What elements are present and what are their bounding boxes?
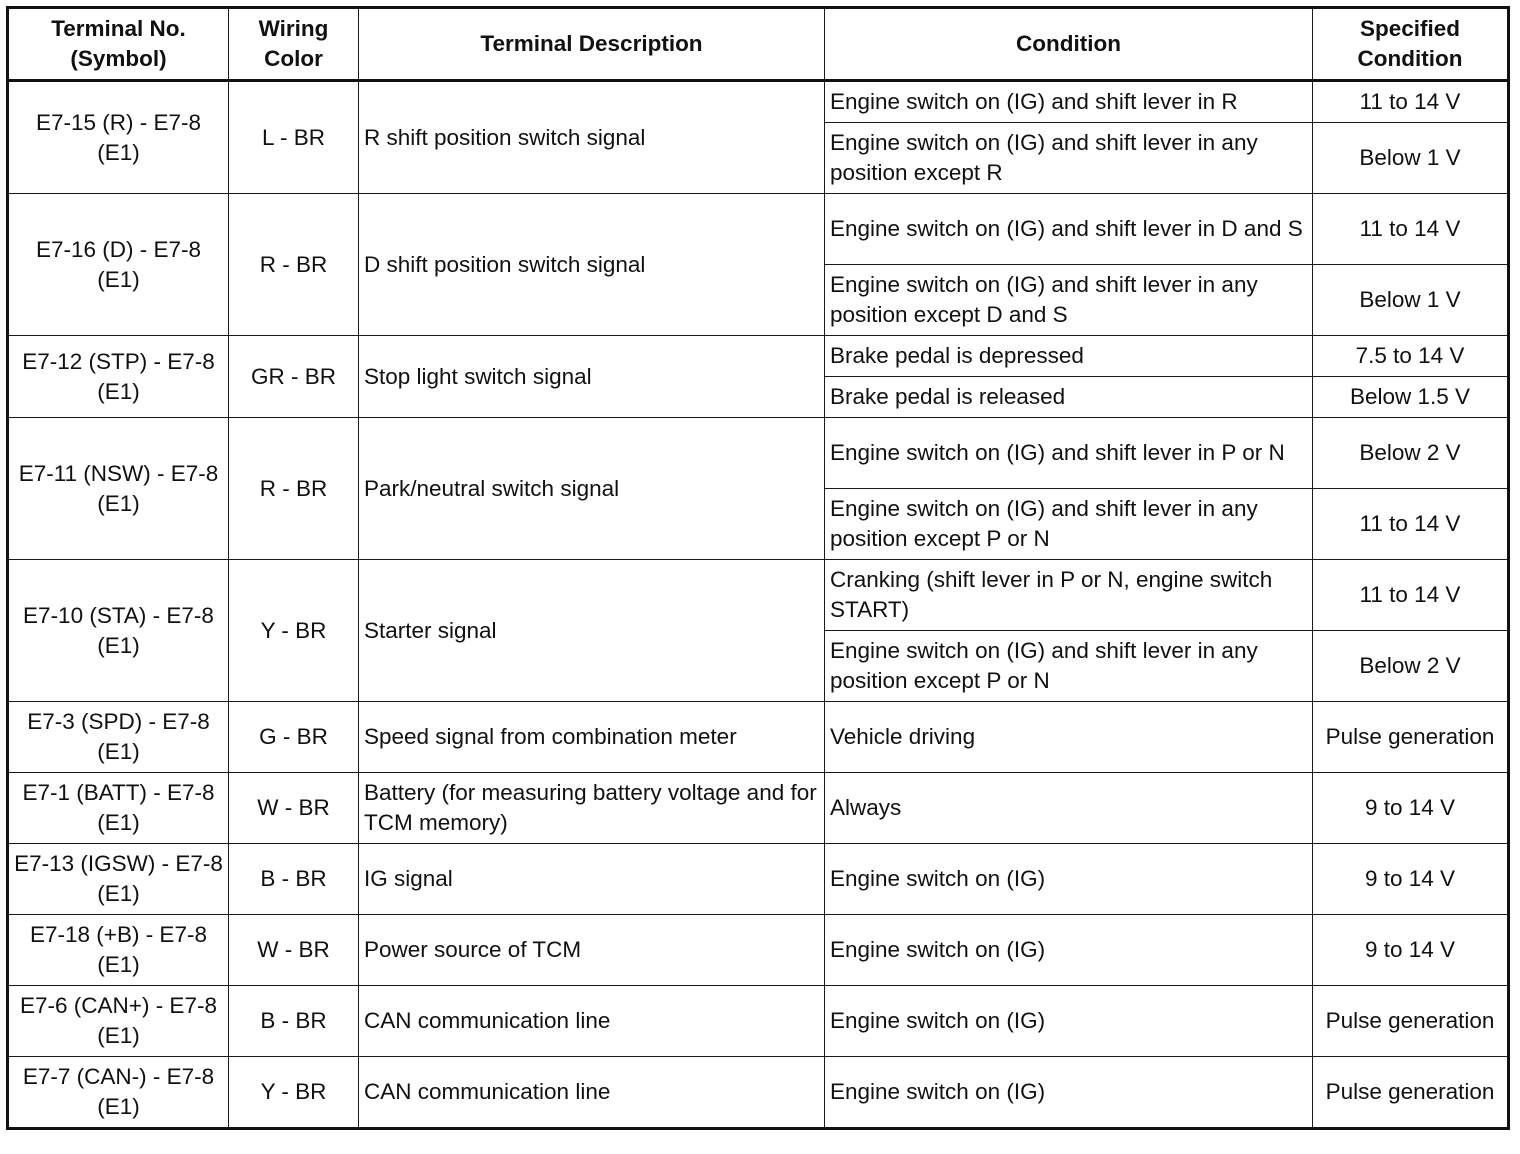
specified-condition-cell: 9 to 14 V	[1313, 844, 1509, 915]
condition-cell: Engine switch on (IG) and shift lever in any position except D and S	[825, 265, 1313, 336]
condition-cell: Engine switch on (IG)	[825, 1057, 1313, 1129]
specified-condition-cell: 11 to 14 V	[1313, 194, 1509, 265]
wiring-color-cell: B - BR	[229, 986, 359, 1057]
table-row	[8, 773, 1509, 844]
table-body	[8, 81, 1509, 1129]
specified-condition-cell: Below 1 V	[1313, 123, 1509, 194]
terminal-cell: E7-13 (IGSW) - E7-8 (E1)	[8, 844, 229, 915]
wiring-color-cell: R - BR	[229, 194, 359, 336]
wiring-color-cell: B - BR	[229, 844, 359, 915]
terminal-cell: E7-3 (SPD) - E7-8 (E1)	[8, 702, 229, 773]
terminal-cell: E7-15 (R) - E7-8 (E1)	[8, 81, 229, 194]
wiring-color-cell: G - BR	[229, 702, 359, 773]
condition-cell: Brake pedal is depressed	[825, 336, 1313, 377]
description-cell: IG signal	[359, 844, 825, 915]
terminal-cell: E7-11 (NSW) - E7-8 (E1)	[8, 418, 229, 560]
condition-cell: Cranking (shift lever in P or N, engine switch START)	[825, 560, 1313, 631]
condition-cell: Engine switch on (IG) and shift lever in any position except R	[825, 123, 1313, 194]
terminal-cell: E7-18 (+B) - E7-8 (E1)	[8, 915, 229, 986]
terminal-cell: E7-12 (STP) - E7-8 (E1)	[8, 336, 229, 418]
header-row	[8, 8, 1509, 81]
wiring-color-cell: Y - BR	[229, 1057, 359, 1129]
table-row	[8, 844, 1509, 915]
description-cell: CAN communication line	[359, 986, 825, 1057]
header-terminal-description: Terminal Description	[359, 8, 825, 81]
wiring-color-cell: Y - BR	[229, 560, 359, 702]
wiring-color-cell: L - BR	[229, 81, 359, 194]
terminal-table	[6, 6, 1510, 1130]
terminal-cell: E7-1 (BATT) - E7-8 (E1)	[8, 773, 229, 844]
description-cell: CAN communication line	[359, 1057, 825, 1129]
terminal-cell: E7-16 (D) - E7-8 (E1)	[8, 194, 229, 336]
specified-condition-cell: Below 1.5 V	[1313, 377, 1509, 418]
condition-cell: Always	[825, 773, 1313, 844]
specified-condition-cell: Below 1 V	[1313, 265, 1509, 336]
description-cell: Speed signal from combination meter	[359, 702, 825, 773]
description-cell: Stop light switch signal	[359, 336, 825, 418]
description-cell: Park/neutral switch signal	[359, 418, 825, 560]
condition-cell: Engine switch on (IG) and shift lever in R	[825, 81, 1313, 123]
specified-condition-cell: 11 to 14 V	[1313, 81, 1509, 123]
specified-condition-cell: Pulse generation	[1313, 702, 1509, 773]
table-header	[8, 8, 1509, 81]
terminal-cell: E7-7 (CAN-) - E7-8 (E1)	[8, 1057, 229, 1129]
specified-condition-cell: Pulse generation	[1313, 986, 1509, 1057]
terminal-table-container	[6, 6, 1510, 1130]
description-cell: Battery (for measuring battery voltage and for TCM memory)	[359, 773, 825, 844]
table-row	[8, 194, 1509, 265]
table-row	[8, 336, 1509, 377]
header-wiring-color: Wiring Color	[229, 8, 359, 81]
specified-condition-cell: Below 2 V	[1313, 418, 1509, 489]
specified-condition-cell: 9 to 14 V	[1313, 915, 1509, 986]
wiring-color-cell: R - BR	[229, 418, 359, 560]
table-row	[8, 1057, 1509, 1129]
condition-cell: Vehicle driving	[825, 702, 1313, 773]
specified-condition-cell: 11 to 14 V	[1313, 560, 1509, 631]
wiring-color-cell: GR - BR	[229, 336, 359, 418]
condition-cell: Engine switch on (IG)	[825, 986, 1313, 1057]
description-cell: Starter signal	[359, 560, 825, 702]
condition-cell: Engine switch on (IG) and shift lever in D and S	[825, 194, 1313, 265]
table-row	[8, 986, 1509, 1057]
table-row	[8, 702, 1509, 773]
header-condition: Condition	[825, 8, 1313, 81]
specified-condition-cell: Pulse generation	[1313, 1057, 1509, 1129]
terminal-cell: E7-10 (STA) - E7-8 (E1)	[8, 560, 229, 702]
specified-condition-cell: Below 2 V	[1313, 631, 1509, 702]
description-cell: R shift position switch signal	[359, 81, 825, 194]
table-row	[8, 560, 1509, 631]
table-row	[8, 81, 1509, 123]
condition-cell: Engine switch on (IG) and shift lever in P or N	[825, 418, 1313, 489]
description-cell: Power source of TCM	[359, 915, 825, 986]
specified-condition-cell: 9 to 14 V	[1313, 773, 1509, 844]
specified-condition-cell: 7.5 to 14 V	[1313, 336, 1509, 377]
condition-cell: Engine switch on (IG) and shift lever in any position except P or N	[825, 489, 1313, 560]
table-row	[8, 915, 1509, 986]
specified-condition-cell: 11 to 14 V	[1313, 489, 1509, 560]
condition-cell: Brake pedal is released	[825, 377, 1313, 418]
table-row	[8, 418, 1509, 489]
description-cell: D shift position switch signal	[359, 194, 825, 336]
condition-cell: Engine switch on (IG)	[825, 844, 1313, 915]
condition-cell: Engine switch on (IG)	[825, 915, 1313, 986]
header-terminal: Terminal No. (Symbol)	[8, 8, 229, 81]
terminal-cell: E7-6 (CAN+) - E7-8 (E1)	[8, 986, 229, 1057]
wiring-color-cell: W - BR	[229, 915, 359, 986]
wiring-color-cell: W - BR	[229, 773, 359, 844]
header-specified-condition: Specified Condition	[1313, 8, 1509, 81]
condition-cell: Engine switch on (IG) and shift lever in any position except P or N	[825, 631, 1313, 702]
